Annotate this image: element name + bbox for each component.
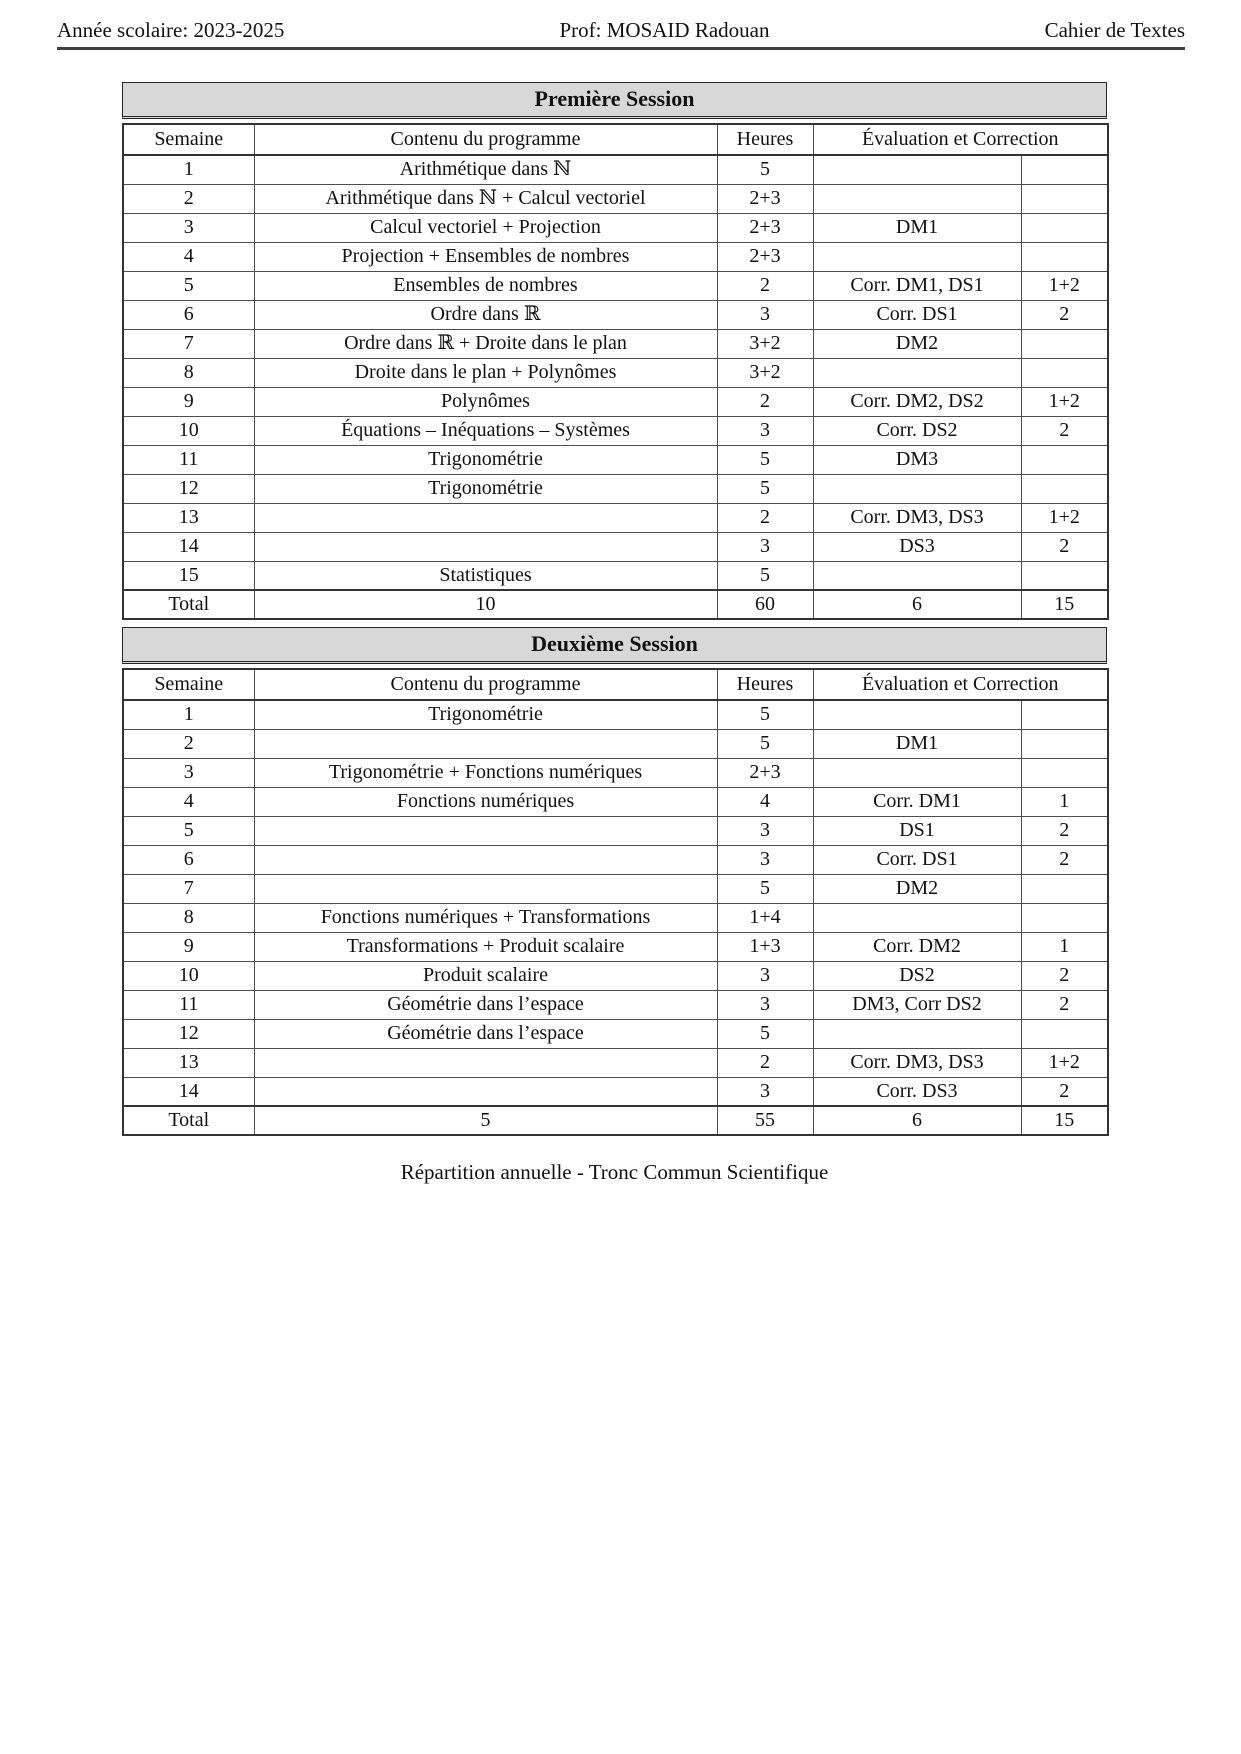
column-header-semaine: Semaine <box>123 669 254 700</box>
total-heures-cell: 55 <box>717 1106 813 1135</box>
semaine-cell: 5 <box>123 816 254 845</box>
heures-cell: 1+4 <box>717 903 813 932</box>
heures-cell: 2+3 <box>717 758 813 787</box>
table-row <box>123 532 1108 561</box>
contenu-cell: Trigonométrie <box>254 700 717 729</box>
evaluation-cell: DM2 <box>813 874 1021 903</box>
semaine-cell: 10 <box>123 961 254 990</box>
heures-cell: 5 <box>717 729 813 758</box>
evaluation-cell <box>813 700 1021 729</box>
table-row <box>123 503 1108 532</box>
table-row <box>123 845 1108 874</box>
heures-cell: 3 <box>717 816 813 845</box>
table-row <box>123 213 1108 242</box>
evaluation-cell <box>813 242 1021 271</box>
evaluation-hours-cell: 2 <box>1021 532 1108 561</box>
evaluation-hours-cell: 2 <box>1021 416 1108 445</box>
evaluation-cell: Corr. DM1 <box>813 787 1021 816</box>
header-school-year: Année scolaire: 2023-2025 <box>57 18 285 42</box>
semaine-cell: 12 <box>123 1019 254 1048</box>
total-row <box>123 1106 1108 1135</box>
semaine-cell: 7 <box>123 874 254 903</box>
column-header-heures: Heures <box>717 124 813 155</box>
evaluation-cell: Corr. DM1, DS1 <box>813 271 1021 300</box>
evaluation-hours-cell: 2 <box>1021 300 1108 329</box>
table-row <box>123 903 1108 932</box>
table-row <box>123 387 1108 416</box>
heures-cell: 5 <box>717 561 813 590</box>
contenu-cell <box>254 816 717 845</box>
heures-cell: 2 <box>717 387 813 416</box>
table-row <box>123 729 1108 758</box>
evaluation-hours-cell <box>1021 561 1108 590</box>
contenu-cell: Droite dans le plan + Polynômes <box>254 358 717 387</box>
semaine-cell: 4 <box>123 242 254 271</box>
heures-cell: 3 <box>717 990 813 1019</box>
contenu-cell: Ensembles de nombres <box>254 271 717 300</box>
evaluation-hours-cell: 1 <box>1021 787 1108 816</box>
heures-cell: 2 <box>717 1048 813 1077</box>
evaluation-cell: Corr. DM3, DS3 <box>813 1048 1021 1077</box>
column-header-row <box>123 124 1108 155</box>
table-row <box>123 990 1108 1019</box>
heures-cell: 1+3 <box>717 932 813 961</box>
evaluation-hours-cell <box>1021 242 1108 271</box>
contenu-cell: Arithmétique dans ℕ + Calcul vectoriel <box>254 184 717 213</box>
heures-cell: 5 <box>717 874 813 903</box>
semaine-cell: 7 <box>123 329 254 358</box>
heures-cell: 3 <box>717 845 813 874</box>
table-caption: Répartition annuelle - Tronc Commun Scientifique <box>400 1160 829 1184</box>
total-evaluation-hours-cell: 15 <box>1021 590 1108 619</box>
evaluation-hours-cell: 2 <box>1021 816 1108 845</box>
table-row <box>123 416 1108 445</box>
table-row <box>123 329 1108 358</box>
evaluation-cell: Corr. DS3 <box>813 1077 1021 1106</box>
session-title-band <box>122 627 1107 664</box>
evaluation-cell: DS3 <box>813 532 1021 561</box>
evaluation-cell <box>813 358 1021 387</box>
table-row <box>123 474 1108 503</box>
evaluation-hours-cell <box>1021 184 1108 213</box>
column-header-heures: Heures <box>717 669 813 700</box>
semaine-cell: 3 <box>123 758 254 787</box>
heures-cell: 5 <box>717 700 813 729</box>
contenu-cell: Ordre dans ℝ <box>254 300 717 329</box>
evaluation-hours-cell: 1+2 <box>1021 503 1108 532</box>
semaine-cell: 1 <box>123 155 254 184</box>
evaluation-cell <box>813 184 1021 213</box>
evaluation-cell <box>813 903 1021 932</box>
column-header-contenu: Contenu du programme <box>254 124 717 155</box>
evaluation-hours-cell <box>1021 758 1108 787</box>
contenu-cell: Calcul vectoriel + Projection <box>254 213 717 242</box>
heures-cell: 4 <box>717 787 813 816</box>
semaine-cell: 3 <box>123 213 254 242</box>
evaluation-cell: DS1 <box>813 816 1021 845</box>
contenu-cell: Équations – Inéquations – Systèmes <box>254 416 717 445</box>
evaluation-cell: Corr. DM2 <box>813 932 1021 961</box>
semaine-cell: 14 <box>123 532 254 561</box>
semaine-cell: 2 <box>123 184 254 213</box>
contenu-cell <box>254 874 717 903</box>
heures-cell: 3 <box>717 961 813 990</box>
evaluation-hours-cell <box>1021 474 1108 503</box>
heures-cell: 3+2 <box>717 358 813 387</box>
semaine-cell: 11 <box>123 445 254 474</box>
table-row <box>123 874 1108 903</box>
table-row <box>123 561 1108 590</box>
evaluation-cell <box>813 758 1021 787</box>
table-row <box>123 242 1108 271</box>
total-evaluation-hours-cell: 15 <box>1021 1106 1108 1135</box>
evaluation-hours-cell: 2 <box>1021 961 1108 990</box>
evaluation-hours-cell <box>1021 1019 1108 1048</box>
heures-cell: 2+3 <box>717 213 813 242</box>
evaluation-hours-cell <box>1021 700 1108 729</box>
evaluation-hours-cell <box>1021 213 1108 242</box>
total-evaluation-cell: 6 <box>813 1106 1021 1135</box>
contenu-cell: Ordre dans ℝ + Droite dans le plan <box>254 329 717 358</box>
session-block <box>122 627 1107 1136</box>
heures-cell: 5 <box>717 155 813 184</box>
heures-cell: 2+3 <box>717 242 813 271</box>
semaine-cell: 12 <box>123 474 254 503</box>
evaluation-cell: DM3, Corr DS2 <box>813 990 1021 1019</box>
evaluation-hours-cell <box>1021 729 1108 758</box>
total-row <box>123 590 1108 619</box>
column-header-evaluation: Évaluation et Correction <box>813 124 1108 155</box>
semaine-cell: 6 <box>123 300 254 329</box>
table-row <box>123 700 1108 729</box>
contenu-cell <box>254 729 717 758</box>
heures-cell: 5 <box>717 445 813 474</box>
heures-cell: 2 <box>717 503 813 532</box>
total-heures-cell: 60 <box>717 590 813 619</box>
column-header-semaine: Semaine <box>123 124 254 155</box>
contenu-cell: Géométrie dans l’espace <box>254 1019 717 1048</box>
table-row <box>123 787 1108 816</box>
session-table <box>122 668 1109 1136</box>
table-row <box>123 445 1108 474</box>
header-professor: Prof: MOSAID Radouan <box>559 18 770 42</box>
heures-cell: 5 <box>717 1019 813 1048</box>
tables-area <box>122 82 1107 1185</box>
evaluation-cell: DM2 <box>813 329 1021 358</box>
session-table <box>122 123 1109 620</box>
heures-cell: 2 <box>717 271 813 300</box>
semaine-cell: 9 <box>123 387 254 416</box>
semaine-cell: 14 <box>123 1077 254 1106</box>
page-header <box>57 18 1185 43</box>
evaluation-cell: DM1 <box>813 213 1021 242</box>
heures-cell: 3 <box>717 532 813 561</box>
total-contenu-cell: 5 <box>254 1106 717 1135</box>
heures-cell: 3+2 <box>717 329 813 358</box>
semaine-cell: 5 <box>123 271 254 300</box>
total-evaluation-cell: 6 <box>813 590 1021 619</box>
contenu-cell: Polynômes <box>254 387 717 416</box>
table-row <box>123 932 1108 961</box>
table-row <box>123 1019 1108 1048</box>
contenu-cell: Arithmétique dans ℕ <box>254 155 717 184</box>
contenu-cell <box>254 1077 717 1106</box>
evaluation-cell <box>813 155 1021 184</box>
session-title: Première Session <box>534 86 695 111</box>
table-row <box>123 961 1108 990</box>
semaine-cell: 13 <box>123 1048 254 1077</box>
contenu-cell: Produit scalaire <box>254 961 717 990</box>
heures-cell: 3 <box>717 300 813 329</box>
session-title: Deuxième Session <box>531 631 698 656</box>
semaine-cell: 4 <box>123 787 254 816</box>
evaluation-hours-cell: 1+2 <box>1021 387 1108 416</box>
semaine-cell: 1 <box>123 700 254 729</box>
evaluation-hours-cell <box>1021 155 1108 184</box>
contenu-cell: Projection + Ensembles de nombres <box>254 242 717 271</box>
evaluation-cell <box>813 474 1021 503</box>
evaluation-cell: DM3 <box>813 445 1021 474</box>
evaluation-hours-cell: 2 <box>1021 845 1108 874</box>
heures-cell: 3 <box>717 416 813 445</box>
evaluation-hours-cell <box>1021 445 1108 474</box>
evaluation-hours-cell: 1+2 <box>1021 271 1108 300</box>
column-header-evaluation: Évaluation et Correction <box>813 669 1108 700</box>
total-semaine-cell: Total <box>123 590 254 619</box>
header-rule <box>57 47 1185 50</box>
evaluation-hours-cell: 1 <box>1021 932 1108 961</box>
semaine-cell: 8 <box>123 903 254 932</box>
heures-cell: 5 <box>717 474 813 503</box>
semaine-cell: 10 <box>123 416 254 445</box>
contenu-cell: Statistiques <box>254 561 717 590</box>
evaluation-hours-cell: 1+2 <box>1021 1048 1108 1077</box>
column-header-row <box>123 669 1108 700</box>
table-row <box>123 155 1108 184</box>
table-row <box>123 816 1108 845</box>
semaine-cell: 13 <box>123 503 254 532</box>
semaine-cell: 8 <box>123 358 254 387</box>
evaluation-hours-cell: 2 <box>1021 1077 1108 1106</box>
table-row <box>123 300 1108 329</box>
contenu-cell: Trigonométrie + Fonctions numériques <box>254 758 717 787</box>
table-row <box>123 271 1108 300</box>
semaine-cell: 15 <box>123 561 254 590</box>
evaluation-cell <box>813 1019 1021 1048</box>
contenu-cell: Transformations + Produit scalaire <box>254 932 717 961</box>
total-contenu-cell: 10 <box>254 590 717 619</box>
table-row <box>123 1048 1108 1077</box>
contenu-cell: Fonctions numériques + Transformations <box>254 903 717 932</box>
contenu-cell: Géométrie dans l’espace <box>254 990 717 1019</box>
evaluation-hours-cell: 2 <box>1021 990 1108 1019</box>
semaine-cell: 2 <box>123 729 254 758</box>
evaluation-hours-cell <box>1021 329 1108 358</box>
table-row <box>123 184 1108 213</box>
evaluation-cell: Corr. DS1 <box>813 300 1021 329</box>
evaluation-cell: Corr. DS1 <box>813 845 1021 874</box>
evaluation-hours-cell <box>1021 874 1108 903</box>
contenu-cell: Fonctions numériques <box>254 787 717 816</box>
evaluation-cell <box>813 561 1021 590</box>
evaluation-hours-cell <box>1021 358 1108 387</box>
contenu-cell <box>254 845 717 874</box>
evaluation-hours-cell <box>1021 903 1108 932</box>
evaluation-cell: Corr. DM3, DS3 <box>813 503 1021 532</box>
contenu-cell: Trigonométrie <box>254 474 717 503</box>
heures-cell: 2+3 <box>717 184 813 213</box>
heures-cell: 3 <box>717 1077 813 1106</box>
column-header-contenu: Contenu du programme <box>254 669 717 700</box>
header-document-title: Cahier de Textes <box>1044 18 1185 42</box>
contenu-cell <box>254 1048 717 1077</box>
evaluation-cell: DS2 <box>813 961 1021 990</box>
semaine-cell: 11 <box>123 990 254 1019</box>
contenu-cell <box>254 503 717 532</box>
total-semaine-cell: Total <box>123 1106 254 1135</box>
evaluation-cell: Corr. DS2 <box>813 416 1021 445</box>
table-row <box>123 358 1108 387</box>
evaluation-cell: Corr. DM2, DS2 <box>813 387 1021 416</box>
semaine-cell: 9 <box>123 932 254 961</box>
session-title-band <box>122 82 1107 119</box>
table-row <box>123 1077 1108 1106</box>
evaluation-cell: DM1 <box>813 729 1021 758</box>
contenu-cell: Trigonométrie <box>254 445 717 474</box>
table-row <box>123 758 1108 787</box>
session-block <box>122 82 1107 620</box>
semaine-cell: 6 <box>123 845 254 874</box>
contenu-cell <box>254 532 717 561</box>
